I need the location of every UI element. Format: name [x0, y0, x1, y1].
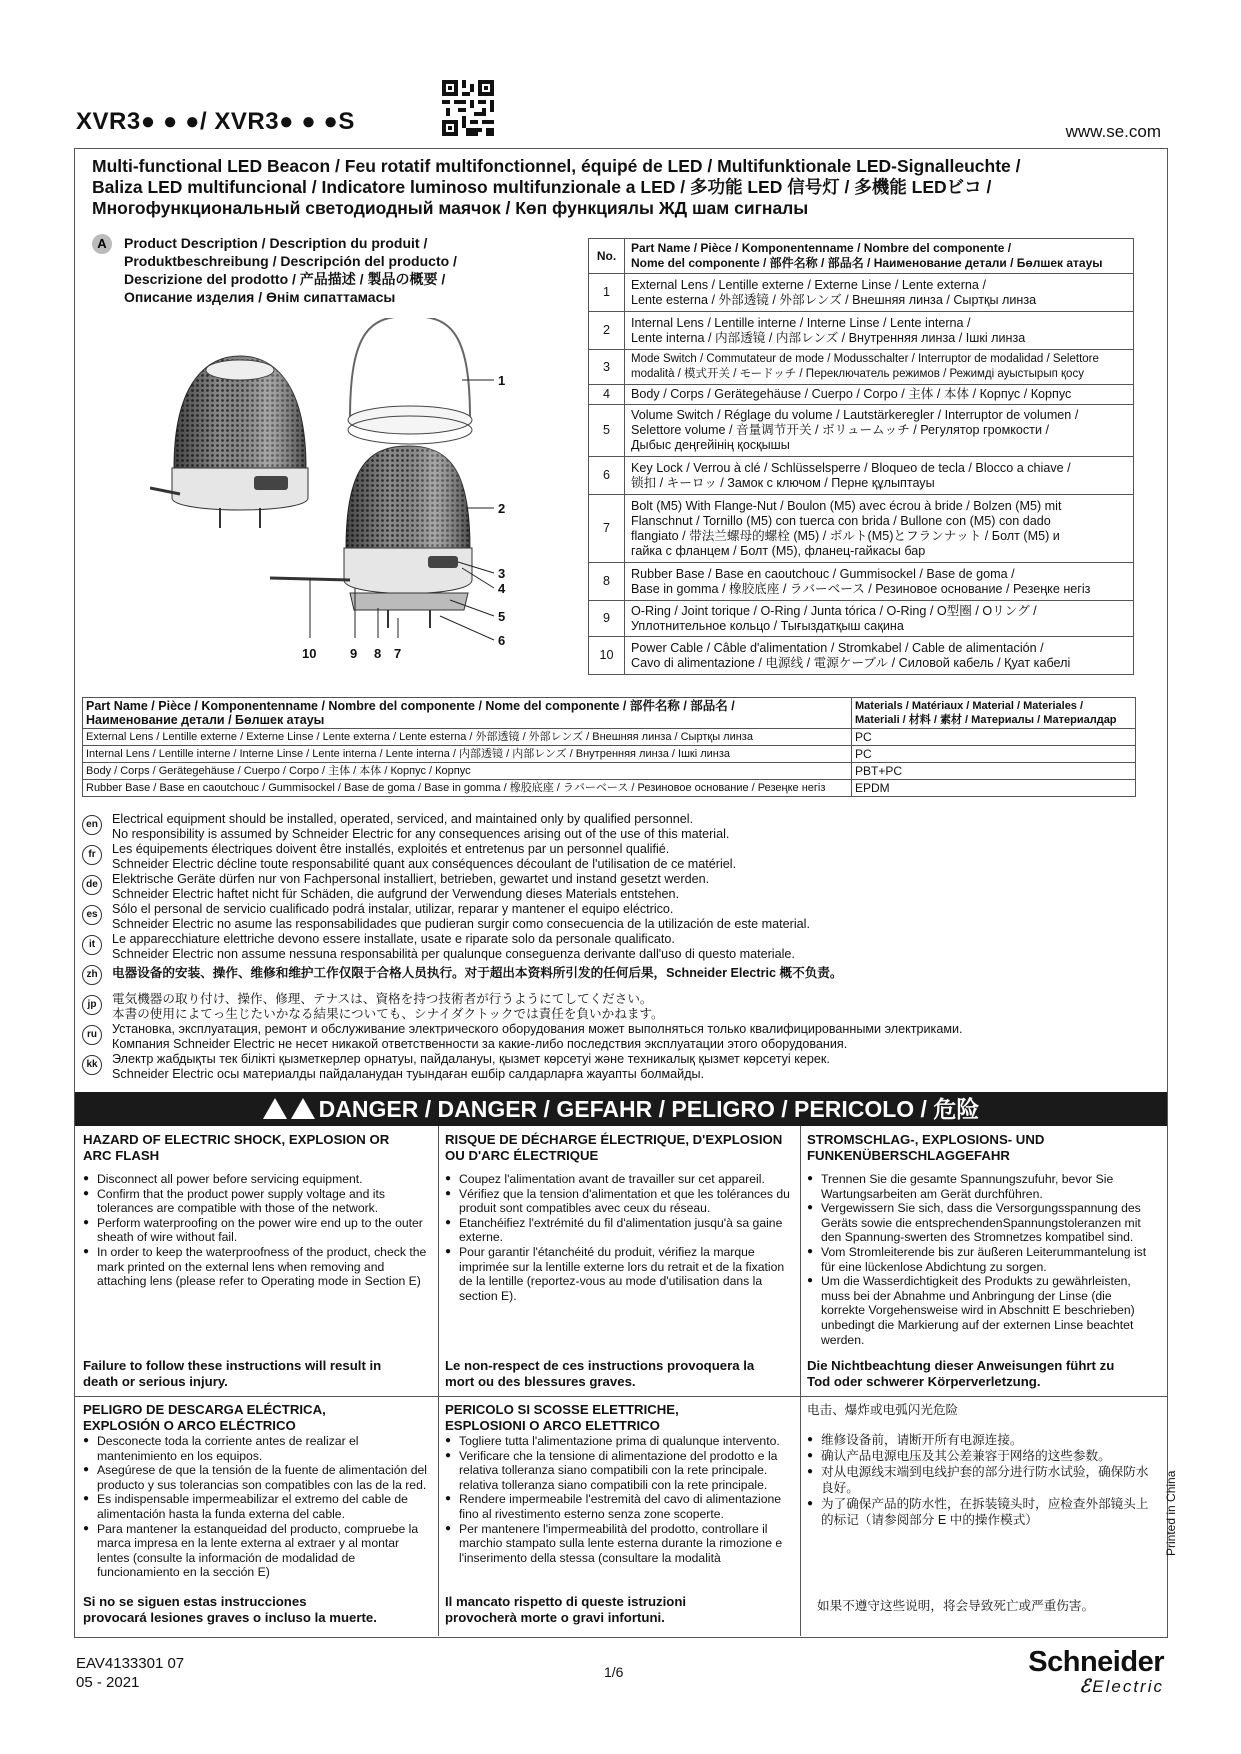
warning-es: PELIGRO DE DESCARGA ELÉCTRICA, EXPLOSIÓN O ARCO ELÉCTRICO ● Desconecte toda la corriente antes de realizar el mantenimiento en los equipos. ● Asegúrese de que la tensión de la fuente de alimentación del producto y sus tolerancias son compatibles con las de la red. ● Es indispensable impermeabilizar el extremo del cable de alimentación hasta la funda externa del cable. ● Para mantener la estanqueidad del producto, compruebe la marca impresa en la lente externa al extraer y al montar lentes (consulte la información de modalidad de funcionamiento en la sección E) Si no se siguen estas instrucciones provocará lesiones graves o incluso la muerte. — [83, 1402, 431, 1632]
table-row: 10 Power Cable / Câble d'alimentation / Stromkabel / Cable de alimentación / Cavo di alimentazione / 电源线 / 電源ケーブル / Силовой кабель / Қуат кабелі — [589, 637, 1134, 675]
callout-1: 1 — [498, 373, 506, 388]
assembled-beacon — [150, 356, 308, 528]
language-badge: fr — [82, 845, 102, 865]
table-row: 8 Rubber Base / Base en caoutchouc / Gummisockel / Base de goma / Base in gomma / 橡胶底座 / ラバーベース / Резиновое основание / Резеңке негіз — [589, 563, 1134, 601]
callout-8: 8 — [374, 646, 382, 661]
language-badge: zh — [82, 965, 102, 985]
callout-7: 7 — [394, 646, 402, 661]
table-row: Body / Corps / Gerätegehäuse / Cuerpo / Corpo / 主体 / 本体 / Корпус / Корпус PBT+PC — [83, 763, 1136, 780]
table-row: 4 Body / Corps / Gerätegehäuse / Cuerpo / Corpo / 主体 / 本体 / Корпус / Корпус — [589, 385, 1134, 405]
table-row: 6 Key Lock / Verrou à clé / Schlüsselsperre / Bloqueo de tecla / Blocco a chiave / 锁扣 / キーロッ / Замок с ключом / Перне құлыптауы — [589, 457, 1134, 495]
callout-10: 10 — [302, 646, 317, 661]
warning-fr: RISQUE DE DÉCHARGE ÉLECTRIQUE, D'EXPLOSION OU D'ARC ÉLECTRIQUE ● Coupez l'alimentation avant de travailler sur cet appareil. ● Vérifiez que la tension d'alimentation et que les tolérances du produit sont compatibles avec ceux du réseau. ● Etanchéifiez l'extrémité du fil d'alimentation jusqu'à sa gaine externe. ● Pour garantir l'étanchéité du produit, vérifiez la marque imprimée sur la lentille externe lors du retrait et de la fixation de la lentille (reportez-vous au mode d'utilisation dans la section E). Le non-respect de ces instructions provoquera la mort ou des blessures graves. — [445, 1132, 793, 1390]
warning-de: STROMSCHLAG-, EXPLOSIONS- UND FUNKENÜBERSCHLAGGEFAHR ● Trennen Sie die gesamte Spannungszufuhr, bevor Sie Wartungsarbeiten am Gerät durchführen. ● Vergewissern Sie sich, dass die Versorgungsspannung des Geräts sowie die entsprechendenSpannungstoleranzen mit den Spannung-swerten des Stromnetzes kompatibel sind. ● Vom Stromleiterende bis zur äußeren Leiterummantelung ist für eine lückenlose Abdichtung zu sorgen. ● Um die Wasserdichtigkeit des Produkts zu gewährleisten, muss bei der Abnahme und Anbringung der Linse (die korrekte Vorgehensweise wird in Abschnitt E beschrieben) unbedingt die Markierung auf der externen Linse beachtet werden. Die Nichtbeachtung dieser Anweisungen führt zu Tod oder schwerer Körperverletzung. — [807, 1132, 1159, 1390]
callout-6: 6 — [498, 633, 506, 648]
parts-table-header: No. Part Name / Pièce / Komponentenname / Nombre del componente / Nome del componente / 部件名称 / 部品名 / Наименование детали / Бөлшек атауы — [589, 239, 1134, 274]
language-badge: it — [82, 935, 102, 955]
language-badge: jp — [82, 995, 102, 1015]
table-row: 5 Volume Switch / Réglage du volume / Lautstärkeregler / Interruptor de volumen / Selettore volume / 音量调节开关 / ボリュームッチ / Регулятор громкости / Дыбыс деңгейінің қосқышы — [589, 405, 1134, 457]
section-a-badge: A — [92, 234, 112, 254]
note-zh: zh 电器设备的安装、操作、维修和维护工作仅限于合格人员执行。对于超出本资料所引发的任何后果，Schneider Electric 概不负责。 — [82, 962, 1162, 992]
schneider-electric-logo: Schneider ℰElectric — [1028, 1646, 1164, 1696]
materials-table-header: Part Name / Pièce / Komponentenname / Nombre del componente / Nome del componente / 部件名称 / 部品名 / Наименование детали / Бөлшек атауы Materials / Matériaux / Material / Materiales / Materiali / 材料 / 素材 / Материалы / Материалдар — [83, 698, 1136, 729]
note-kk: kk Электр жабдықты тек білікті қызметкерлер орнатуы, пайдалануы, қызмет көрсетуі және техникалық қызмет көрсетуі керек. Schneider Electric осы материалды пайдаланудан туындаған ешбір салдарларға жауапты болмайды. — [82, 1052, 1162, 1082]
product-description-heading: A Product Description / Description du produit / Produktbeschreibung / Descripción del producto / Descrizione del prodotto / 产品描述 / 製品の概要 / Описание изделия / Өнім сипаттамасы — [92, 234, 512, 254]
table-row: 2 Internal Lens / Lentille interne / Interne Linse / Lente interna / Lente interna / 内部透镜 / 内部レンズ / Внутренняя линза / Ішкі линза — [589, 312, 1134, 350]
language-badge: de — [82, 875, 102, 895]
callout-3: 3 — [498, 566, 506, 581]
warning-it: PERICOLO SI SCOSSE ELETTRICHE, ESPLOSIONI O ARCO ELETTRICO ● Togliere tutta l'alimentazione prima di qualunque intervento. ● Verificare che la tensione di alimentazione del prodotto e la relativa tolleranza siano compatibili con la rete principale. relativa tolleranza siano compatibili con la rete principale. ● Rendere impermeabile l'estremità del cavo di alimentazione fino al rivestimento esterno senza zone scoperte. ● Per mantenere l'impermeabilità del prodotto, controllare il marchio stampato sulla lente esterna durante la rimozione e l'inserimento della stessa (consultare la modalità Il mancato rispetto di queste istruzioni provocherà morte o gravi infortuni. — [445, 1402, 793, 1632]
note-en: en Electrical equipment should be installed, operated, serviced, and maintained only by qualified personnel. No responsibility is assumed by Schneider Electric for any consequences arising out of the use of this material. — [82, 812, 1162, 842]
note-it: it Le apparecchiature elettriche devono essere installate, usate e riparate solo da personale qualificato. Schneider Electric non assume nessuna responsabilità per qualunque conseguenza derivante dall'uso di questo materiale. — [82, 932, 1162, 962]
note-es: es Sólo el personal de servicio cualificado podrá instalar, utilizar, reparar y mantener el equipo eléctrico. Schneider Electric no asume las responsabilidades que pudieran surgir como consecuencia de la utilización de este material. — [82, 902, 1162, 932]
table-row: 9 O-Ring / Joint torique / O-Ring / Junta tórica / O-Ring / O型圈 / Oリング / Уплотнительное кольцо / Тығыздатқыш сақина — [589, 601, 1134, 637]
table-row: External Lens / Lentille externe / Externe Linse / Lente externa / Lente esterna / 外部透镜 / 外部レンズ / Внешняя линза / Сыртқы линза PC — [83, 729, 1136, 746]
callout-2: 2 — [498, 501, 506, 516]
language-badge: es — [82, 905, 102, 925]
table-row: 1 External Lens / Lentille externe / Externe Linse / Lente externa / Lente esterna / 外部透镜 / 外部レンズ / Внешняя линза / Сыртқы линза — [589, 274, 1134, 312]
beacon-illustration — [150, 318, 530, 668]
note-de: de Elektrische Geräte dürfen nur von Fachpersonal installiert, betrieben, gewartet und instand gesetzt werden. Schneider Electric haftet nicht für Schäden, die aufgrund der Verwendung dieses Materials entstehen. — [82, 872, 1162, 902]
warning-zh: 电击、爆炸或电弧闪光危险 ● 维修设备前，请断开所有电源连接。 ● 确认产品电源电压及其公差兼容于网络的这些参数。 ● 对从电源线末端到电线护套的部分进行防水试验，确保防水良好。 ● 为了确保产品的防水性，在拆装镜头时，应检查外部镜头上的标记（请参阅部分 E 中的操作模式） 如果不遵守这些说明，将会导致死亡或严重伤害。 — [807, 1402, 1157, 1632]
warning-triangle-icon — [291, 1098, 315, 1119]
language-badge: kk — [82, 1055, 102, 1075]
note-jp: jp 電気機器の取り付け、操作、修理、テナスは、資格を持つ技術者が行うようにてしてください。 本書の使用によてっ生じたいかなる結果についても、シナイダクトックでは責任を負いかねます。 — [82, 992, 1162, 1022]
table-row: 7 Bolt (M5) With Flange-Nut / Boulon (M5) avec écrou à bride / Bolzen (M5) mit Flanschnut / Tornillo (M5) con tuerca con brida / Bullone con (M5) con dado flangiato / 带法兰螺母的螺栓 (M5) / ボルト(M5)とフランナット / Болт (M5) и гайка с фланцем / Болт (M5), фланец-гайкасы бар — [589, 495, 1134, 563]
materials-table — [82, 697, 1136, 797]
warnings-grid — [75, 1126, 1167, 1636]
danger-banner: DANGER / DANGER / GEFAHR / PELIGRO / PERICOLO / 危险 — [75, 1092, 1167, 1126]
callout-9: 9 — [350, 646, 358, 661]
product-title: Multi-functional LED Beacon / Feu rotatif multifonctionnel, équipé de LED / Multifunktionale LED-Signalleuchte / Baliza LED multifuncional / Indicatore luminoso multifunzionale a LED / 多功能 LED 信号灯 / 多機能 LEDビコ / Многофункциональный светодиодный маячок / Көп функциялы ЖД шам сигналы — [92, 156, 1021, 218]
parts-table — [588, 238, 1134, 675]
language-badge: en — [82, 815, 102, 835]
website-url: www.se.com — [1065, 122, 1161, 141]
printed-in: Printed in China — [1164, 1470, 1178, 1556]
document-number: EAV4133301 07 05 - 2021 — [76, 1655, 185, 1691]
note-fr: fr Les équipements électriques doivent être installés, exploités et entretenus par un personnel qualifié. Schneider Electric décline toute responsabilité quant aux conséquences découlant de l'utilisation de ce matériel. — [82, 842, 1162, 872]
warning-en: HAZARD OF ELECTRIC SHOCK, EXPLOSION OR ARC FLASH ● Disconnect all power before servicing equipment. ● Confirm that the product power supply voltage and its tolerances are compatible with those of the network. ● Perform waterproofing on the power wire end up to the outer sheath of wire without fail. ● In order to keep the waterproofness of the product, check the mark printed on the external lens when removing and attaching lens (please refer to Operating mode in Section E) Failure to follow these instructions will result in death or serious injury. — [83, 1132, 431, 1390]
language-badge: ru — [82, 1025, 102, 1045]
safety-notes — [82, 812, 1162, 1082]
qr-code — [442, 80, 494, 136]
warning-triangle-icon — [263, 1098, 287, 1119]
note-ru: ru Установка, эксплуатация, ремонт и обслуживание электрического оборудования может выполняться только квалифицированными электриками. Компания Schneider Electric не несет никакой ответственности за какие-либо последствия эксплуатации этого оборудования. — [82, 1022, 1162, 1052]
table-row: Rubber Base / Base en caoutchouc / Gummisockel / Base de goma / Base in gomma / 橡胶底座 / ラバーベース / Резиновое основание / Резеңке негіз EPDM — [83, 780, 1136, 797]
page-number: 1/6 — [604, 1664, 624, 1680]
callout-5: 5 — [498, 609, 506, 624]
model-number: XVR3● ● ●/ XVR3● ● ●S — [76, 108, 355, 135]
table-row: 3 Mode Switch / Commutateur de mode / Modusschalter / Interruptor de modalidad / Selettore modalità / 模式开关 / モードッチ / Переключатель режимов / Режимді ауыстырып қосу — [589, 350, 1134, 385]
callout-4: 4 — [498, 581, 506, 596]
table-row: Internal Lens / Lentille interne / Interne Linse / Lente interna / Lente interna / 内部透镜 / 内部レンズ / Внутренняя линза / Ішкі линза PC — [83, 746, 1136, 763]
